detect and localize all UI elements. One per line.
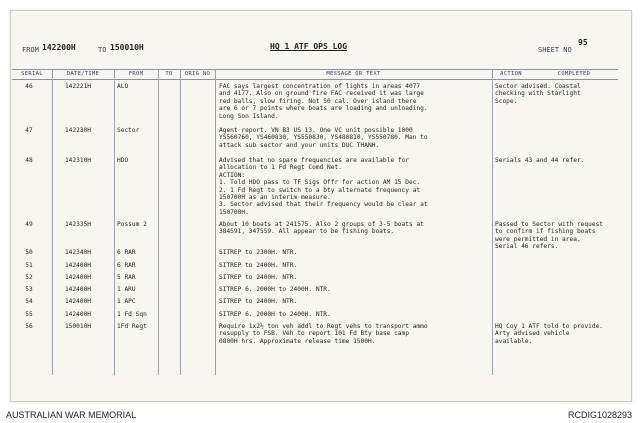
row-serial: 51 [25, 262, 33, 269]
row-message-line: 0800H hrs. Approximate release time 1500H. [219, 337, 376, 345]
row-action-line: Serial 46 refers. [495, 243, 559, 251]
footer-left: AUSTRALIAN WAR MEMORIAL [6, 410, 137, 420]
row-from: HDO [117, 157, 129, 164]
row-from: 5 RAR [117, 274, 136, 281]
row-datetime: 142400H [64, 286, 92, 293]
row-datetime: 142400H [64, 274, 92, 281]
row-datetime: 142230H [64, 127, 92, 134]
row-serial: 55 [25, 311, 33, 318]
row-datetime: 142310H [64, 157, 92, 164]
row-from: 1 Fd Sqn [117, 311, 147, 318]
row-serial: 56 [25, 323, 33, 330]
header-rule-bottom [12, 79, 618, 80]
column-header-action: ACTION [500, 71, 522, 77]
row-from: ALO [117, 83, 129, 90]
row-action-line: checking with Starlight [495, 90, 581, 98]
footer-right: RCDIG1028293 [567, 410, 632, 420]
row-datetime: 150010H [64, 323, 92, 330]
row-message-line: SITREP 6. 2000H to 2400H. NTR. [219, 311, 331, 318]
row-datetime: 142340H [64, 249, 92, 256]
column-divider [492, 70, 493, 375]
row-action-line: to confirm if fishing boats [495, 228, 596, 236]
column-divider [52, 70, 53, 375]
row-message-line: 2. 1 Fd Regt to switch to a bty alternate frequency at [219, 186, 421, 194]
row-message-line: SITREP to 2400H. NTR. [219, 262, 298, 269]
row-action-line: Scope. [495, 97, 518, 105]
row-datetime: 142400H [64, 298, 92, 305]
row-message-line: 3. Sector advised that their frequency would be clear at [219, 201, 428, 209]
row-serial: 52 [25, 274, 33, 281]
row-message-line: attack sub sector and your units DUC THANH. [219, 141, 380, 149]
column-header-serial: SERIAL [21, 71, 43, 77]
row-serial: 47 [25, 127, 33, 134]
row-serial: 53 [25, 286, 33, 293]
row-datetime: 142400H [64, 311, 92, 318]
row-from: 6 RAR [117, 249, 136, 256]
row-message-line: About 10 boats at 241575. Also 2 groups of 3-5 boats at [219, 221, 424, 228]
row-datetime: 142335H [64, 221, 92, 228]
row-message-line: 1. Told HDO pass to TF Sigs Offr for action AM 15 Dec. [219, 179, 421, 187]
row-action-line: Passed to Sector with request [495, 221, 604, 228]
column-header-message: MESSAGE OR TEXT [326, 71, 381, 77]
row-action-line: were permitted in area. [495, 235, 581, 243]
log-title: HQ 1 ATF OPS LOG [270, 42, 348, 51]
row-from: 6 RAR [117, 262, 136, 269]
row-message-line: red balls, slow firing. Not 50 cal. Over island there [219, 97, 417, 105]
row-message-line: 150700H. [219, 208, 249, 216]
row-serial: 54 [25, 298, 33, 305]
column-divider [215, 70, 216, 375]
from-label: FROM [22, 46, 39, 54]
row-action-line: Sector advised. Coastal [495, 83, 581, 90]
row-serial: 46 [25, 83, 33, 90]
row-action-line: available. [495, 337, 533, 345]
row-message-line: Long Son Island. [219, 112, 279, 120]
row-message-line: Require 1x2½ ton veh addl to Regt vehs to transport ammo [219, 323, 428, 330]
to-value: 150010H [110, 43, 144, 52]
row-datetime: 142221H [64, 83, 92, 90]
row-serial: 48 [25, 157, 33, 164]
row-message-line: allocation to 1 Fd Regt Comd Net. [219, 164, 342, 172]
column-header-dt: DATE/TIME [66, 71, 100, 77]
row-action-line: Arty advised vehicle [495, 330, 570, 338]
row-message-line: SITREP 6. 2000H to 2400H. NTR. [219, 286, 331, 293]
column-divider [114, 70, 115, 375]
row-serial: 50 [25, 249, 33, 256]
column-divider [180, 70, 181, 375]
row-action-line: Serials 43 and 44 refer. [495, 157, 585, 164]
row-from: 1 ARU [117, 286, 136, 293]
row-from: 1Fd Regt [117, 323, 147, 330]
column-header-orig: ORIG NO [184, 71, 211, 77]
row-serial: 49 [25, 221, 33, 228]
row-message-line: SITREP to 2400H. NTR. [219, 274, 298, 281]
row-datetime: 142400H [64, 262, 92, 269]
row-message-line: SITREP to 2400H. NTR. [219, 298, 298, 305]
row-message-line: YS560760, YS460830, YS550830, YS480810, YS550780. Man to [219, 134, 428, 142]
row-action-line: HQ Coy 1 ATF told to provide. [495, 323, 604, 330]
row-from: Possum 2 [117, 221, 147, 228]
from-value: 142200H [42, 43, 76, 52]
row-from: Sector [117, 127, 140, 134]
row-message-line: are 6 or 7 points where boats are loading and unloading. [219, 105, 428, 113]
row-message-line: Advised that no spare frequencies are available for [219, 157, 409, 164]
row-message-line: resupply to FSB. Veh to report 101 Fd Bty base camp [219, 330, 409, 338]
to-label: TO [98, 46, 107, 54]
row-message-line: Agent report. VN B3 US 13. One VC unit possible 1000 [219, 127, 413, 134]
row-message-line: 384591, 347559. All appear to be fishing boats. [219, 228, 395, 236]
row-message-line: 150700H as an interim measure. [219, 194, 331, 201]
row-message-line: FAC says largest concentration of lights in areas 4077 [219, 83, 421, 90]
column-header-to: TO [165, 71, 173, 77]
sheet-no-value: 95 [578, 38, 588, 47]
sheet-no-label: SHEET NO [538, 46, 572, 54]
column-header-from: FROM [128, 71, 144, 77]
column-header-completed: COMPLETED [557, 71, 591, 77]
row-message-line: SITREP to 2300H. NTR. [219, 249, 298, 256]
row-from: 1 APC [117, 298, 136, 305]
row-message-line: and 4177. Also on ground fire FAC received it was large [219, 90, 424, 98]
row-message-line: ACTION: [219, 171, 246, 179]
